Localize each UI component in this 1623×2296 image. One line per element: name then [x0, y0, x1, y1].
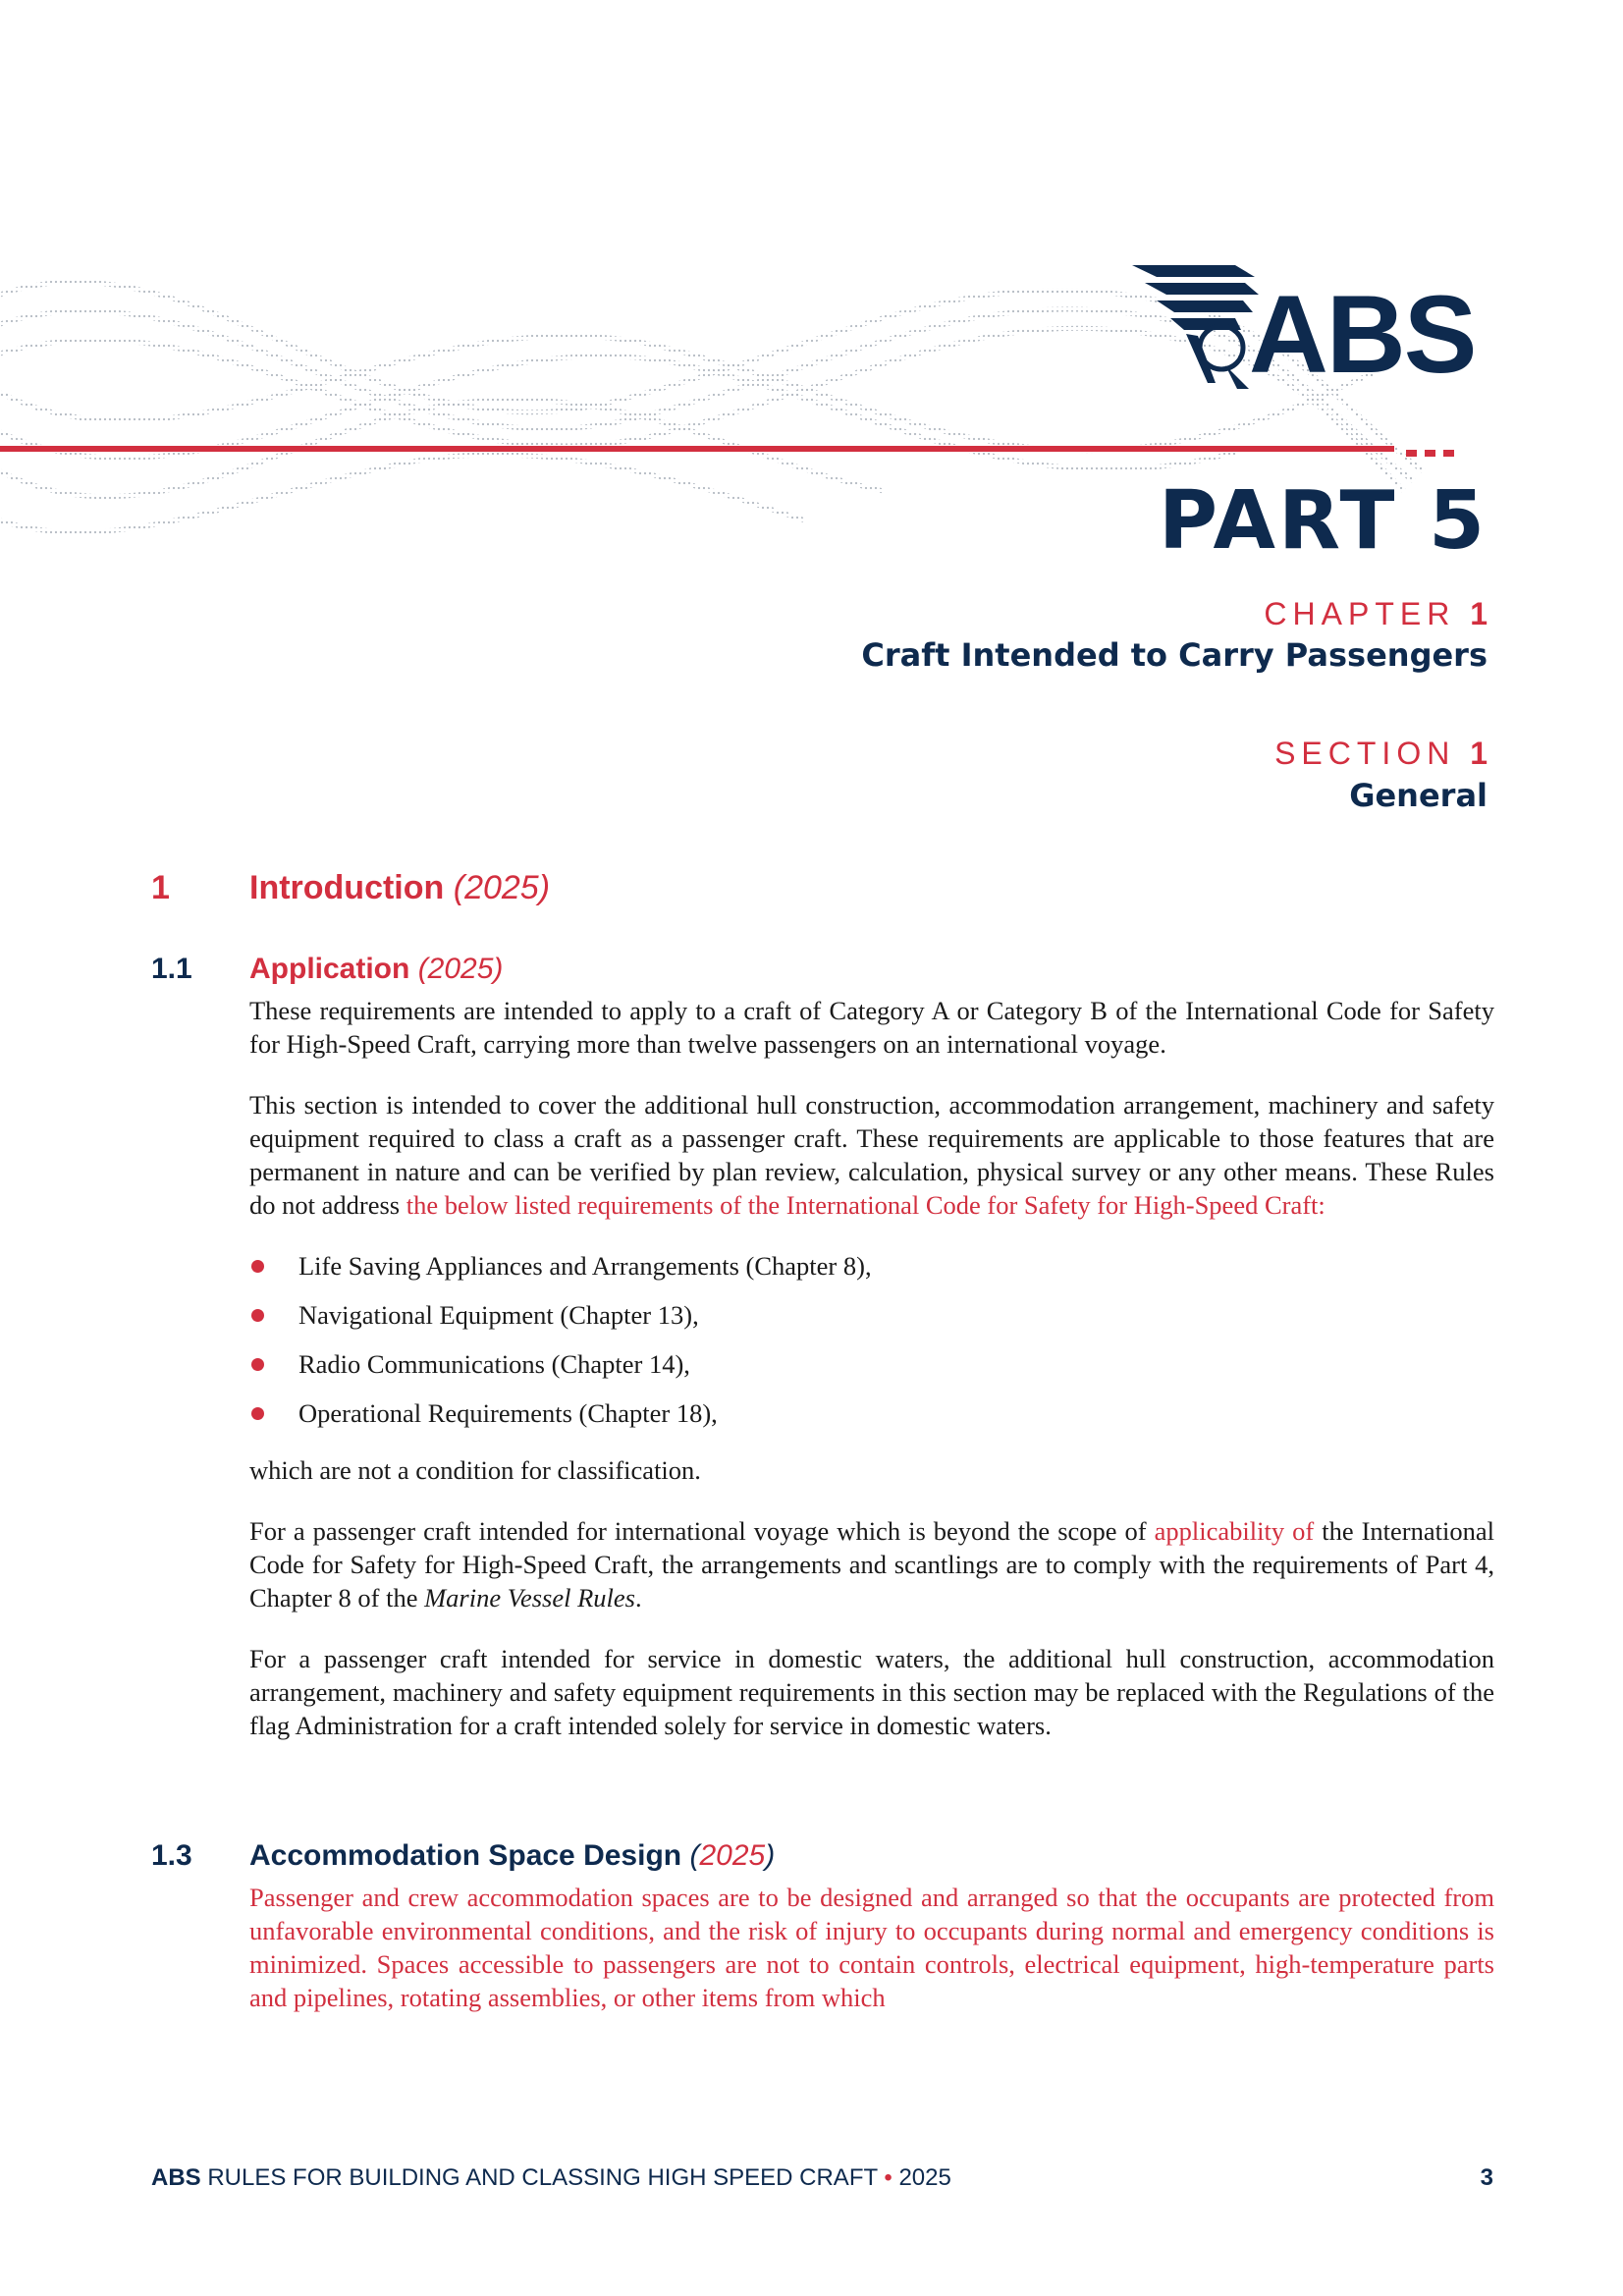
- paragraph-text: This section is intended to cover the additional hull construction, accommodation arrangement, machinery and safety equipment required to class a craft as a passenger craft. These requirements are applicable to those features that are permanent in nature and can be verified by plan review, calculation, physical survey or any other means. These Rules do not address: [249, 1090, 1494, 1220]
- section-title: General: [1349, 777, 1488, 814]
- subheading-text: Application: [249, 953, 410, 985]
- revised-text: the below listed requirements of the International Code for Safety for High-Speed Craft:: [406, 1190, 1325, 1220]
- list-item-text: Radio Communications (Chapter 14),: [298, 1349, 690, 1379]
- section-word: SECTION: [1274, 736, 1456, 771]
- paragraph: Passenger and crew accommodation spaces are to be designed and arranged so that the occupants are protected from unfavorable environmental conditions, and the risk of injury to occupants during normal and emergency conditions is minimized. Spaces accessible to passengers are not to contain controls, electrical equipment, high-temperature parts and pipelines, rotating assemblies, or other items from which: [249, 1883, 1494, 2012]
- heading-number: 1: [151, 869, 170, 906]
- accommodation-body: [249, 1881, 1494, 2042]
- footer-bullet: •: [884, 2164, 893, 2191]
- paragraph: For a passenger craft intended for service in domestic waters, the additional hull construction, accommodation arrangement, machinery and safety equipment requirements in this section may be replaced with the Regulations of the flag Administration for a craft intended solely for service in domestic waters.: [249, 1644, 1494, 1740]
- footer-year: 2025: [892, 2164, 951, 2191]
- footer-title: RULES FOR BUILDING AND CLASSING HIGH SPEED CRAFT: [200, 2164, 885, 2191]
- chapter-word: CHAPTER: [1264, 596, 1456, 631]
- heading-accommodation-space-design: [151, 1838, 775, 1874]
- chapter-number: 1: [1470, 596, 1488, 631]
- list-item: [249, 1249, 1494, 1283]
- bullet-icon: [251, 1260, 264, 1273]
- revised-text: applicability of: [1154, 1516, 1315, 1546]
- bullet-icon: [251, 1358, 264, 1371]
- bullet-icon: [251, 1407, 264, 1420]
- bullet-icon: [251, 1309, 264, 1322]
- paragraph: which are not a condition for classification.: [249, 1455, 701, 1485]
- paragraph-text: the International Code for Safety for High-Speed Craft, the arrangements and scantlings are to comply with the requirements of Part 4, Chapter 8 of the: [249, 1516, 1494, 1613]
- chapter-title: Craft Intended to Carry Passengers: [861, 636, 1488, 674]
- part-title: PART 5: [1158, 474, 1488, 568]
- paragraph: [249, 1088, 1494, 1222]
- application-body: [249, 994, 1494, 1770]
- header-red-dots: [1406, 444, 1465, 454]
- paragraph: These requirements are intended to apply to a craft of Category A or Category B of the International Code for Safety for High-Speed Craft, carrying more than twelve passengers on an international voyage.: [249, 996, 1494, 1059]
- section-label: [1274, 738, 1488, 769]
- subheading-number: 1.3: [151, 1839, 192, 1872]
- list-item-text: Navigational Equipment (Chapter 13),: [298, 1300, 699, 1330]
- paragraph-text: For a passenger craft intended for international voyage which is beyond the scope of: [249, 1516, 1155, 1546]
- page-footer: [151, 2164, 1493, 2192]
- abs-logo-wordmark: ABS: [1249, 273, 1476, 396]
- list-item: [249, 1396, 1494, 1430]
- subheading-year: (2025): [689, 1839, 776, 1872]
- heading-introduction: [151, 868, 550, 908]
- subheading-text: Accommodation Space Design: [249, 1839, 682, 1872]
- footer-abs: ABS: [151, 2164, 201, 2191]
- list-item-text: Operational Requirements (Chapter 18),: [298, 1398, 718, 1428]
- paragraph: [249, 1514, 1494, 1614]
- header-red-rule: [0, 446, 1394, 452]
- paragraph-text: .: [635, 1583, 642, 1613]
- page-number: 3: [1480, 2164, 1493, 2191]
- heading-application: [151, 952, 503, 987]
- heading-text: Introduction: [249, 869, 445, 906]
- list-item: [249, 1347, 1494, 1381]
- section-number: 1: [1470, 736, 1488, 771]
- subheading-year: (2025): [417, 953, 504, 985]
- list-item-text: Life Saving Appliances and Arrangements (Chapter 8),: [298, 1251, 872, 1281]
- heading-year: (2025): [453, 869, 551, 906]
- chapter-label: [1264, 598, 1488, 629]
- rule-reference: Marine Vessel Rules: [424, 1583, 635, 1613]
- list-item: [249, 1298, 1494, 1332]
- subheading-number: 1.1: [151, 953, 192, 985]
- requirements-list: [249, 1249, 1494, 1430]
